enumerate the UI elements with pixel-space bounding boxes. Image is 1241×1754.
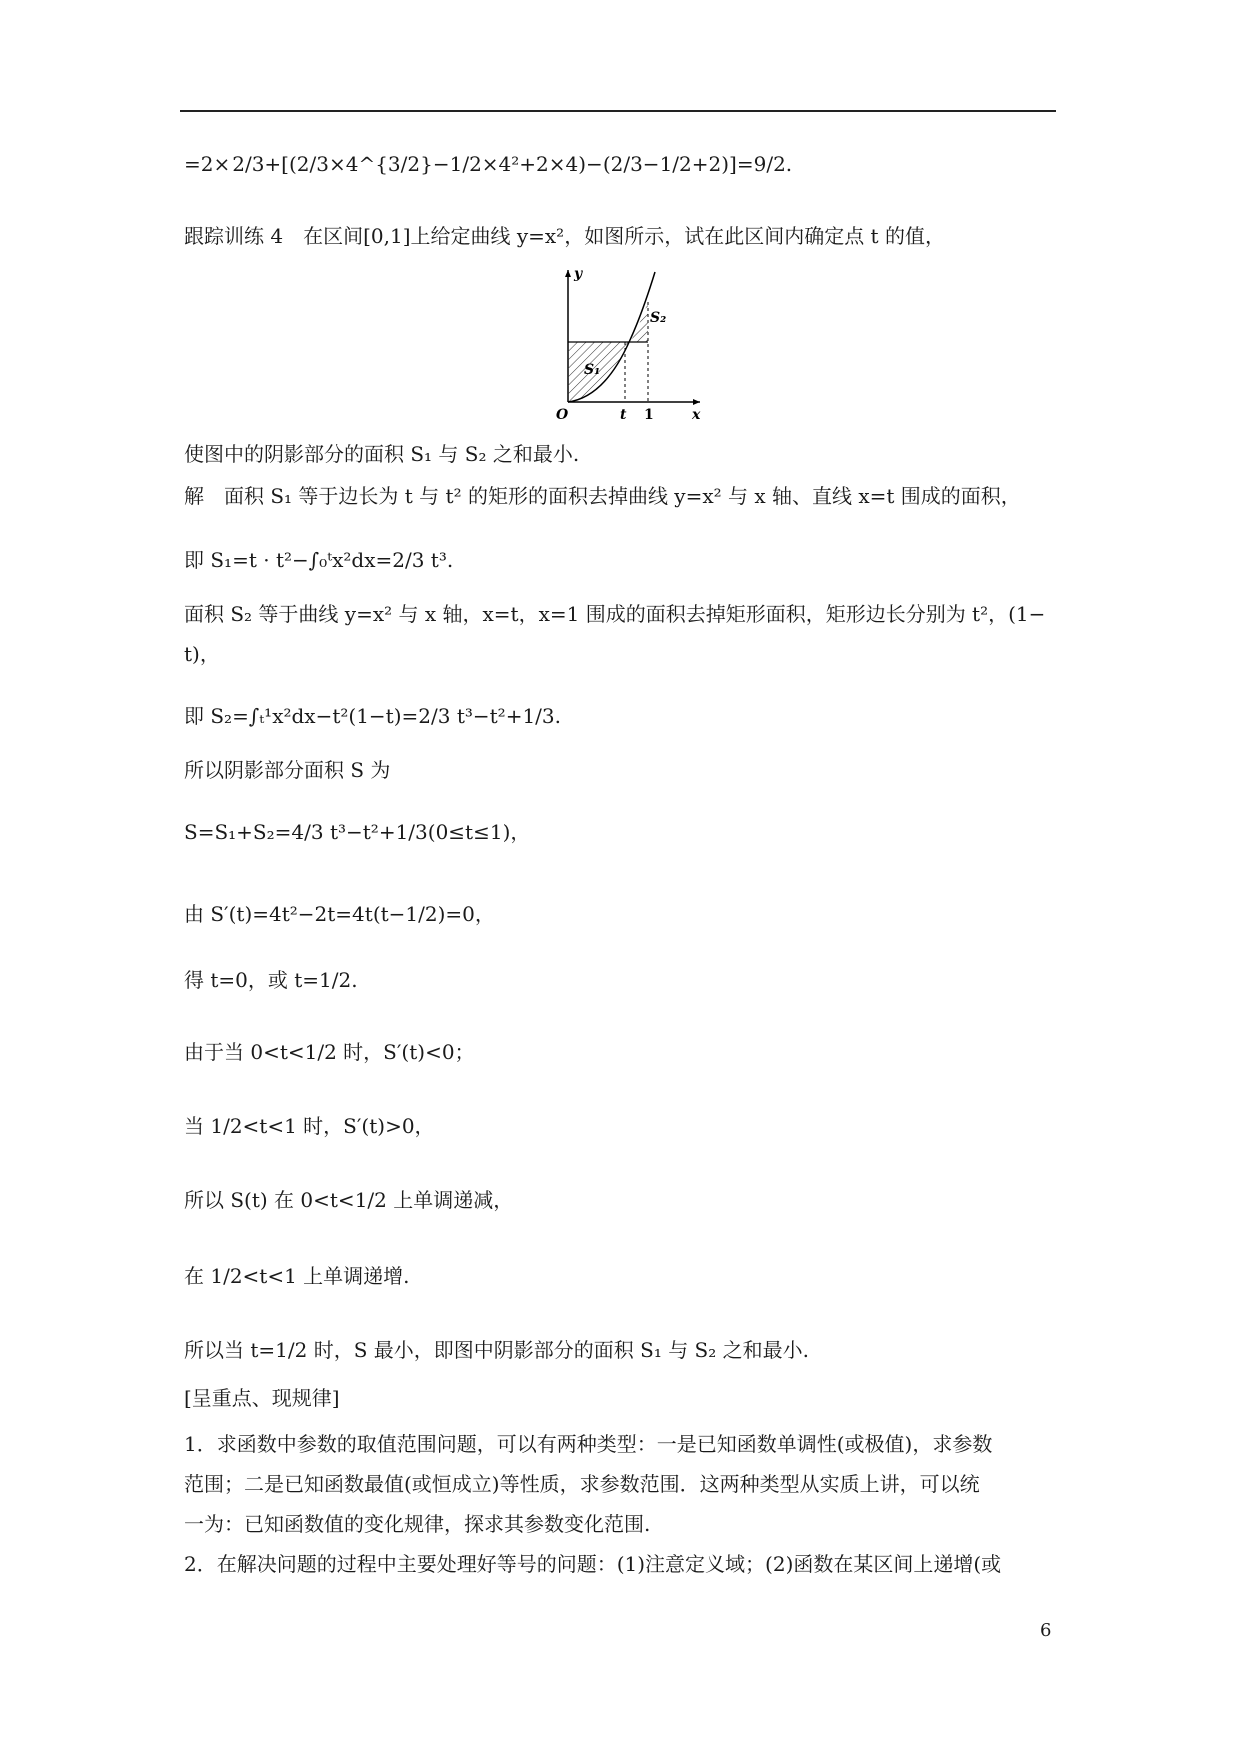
text-line-16: 在 1/2<t<1 上单调递增. [184, 1264, 410, 1288]
text-line-2: 跟踪训练 4 在区间[0,1]上给定曲线 y=x²，如图所示，试在此区间内确定点 t 的值， [184, 224, 945, 248]
text-line-20: 范围；二是已知函数最值(或恒成立)等性质，求参数范围．这两种类型从实质上讲，可以统 [184, 1472, 980, 1496]
text-line-19: 1．求函数中参数的取值范围问题，可以有两种类型：一是已知函数单调性(或极值)，求参数 [184, 1432, 993, 1456]
text-line-6: 面积 S₂ 等于曲线 y=x² 与 x 轴，x=t，x=1 围成的面积去掉矩形面积，矩形边长分别为 t²，(1− [184, 602, 1046, 626]
one-tick-label: 1 [644, 407, 654, 422]
x-axis-label: x [692, 407, 701, 422]
section-heading: [呈重点、现规律] [184, 1386, 340, 1410]
header-rule [180, 110, 1056, 112]
text-line-13: 由于当 0<t<1/2 时，S′(t)<0； [184, 1040, 475, 1064]
text-line-17: 所以当 t=1/2 时，S 最小，即图中阴影部分的面积 S₁ 与 S₂ 之和最小. [184, 1338, 809, 1362]
text-line-8: 即 S₂=∫ₜ¹x²dx−t²(1−t)=2/3 t³−t²+1/3. [184, 704, 561, 728]
text-line-9: 所以阴影部分面积 S 为 [184, 758, 391, 782]
text-line-21: 一为：已知函数值的变化规律，探求其参数变化范围. [184, 1512, 651, 1536]
page-number: 6 [1040, 1620, 1052, 1641]
text-line-15: 所以 S(t) 在 0<t<1/2 上单调递减， [184, 1188, 514, 1212]
y-axis-label: y [574, 266, 583, 282]
text-line-3: 使图中的阴影部分的面积 S₁ 与 S₂ 之和最小. [184, 442, 580, 466]
text-line-22: 2．在解决问题的过程中主要处理好等号的问题：(1)注意定义域；(2)函数在某区间上递增(或 [184, 1552, 1002, 1576]
text-line-4: 解 面积 S₁ 等于边长为 t 与 t² 的矩形的面积去掉曲线 y=x² 与 x 轴、直线 x=t 围成的面积， [184, 484, 1021, 508]
text-line-1: =2× 2/3+[(2/3×4^{3/2}−1/2×4²+2×4)−(2/3−1/2+2)]=9/2. [184, 152, 793, 176]
text-line-12: 得 t=0，或 t=1/2. [184, 968, 358, 992]
text-line-7: t)， [184, 642, 220, 666]
text-line-14: 当 1/2<t<1 时，S′(t)>0， [184, 1114, 435, 1138]
text-line-11: 由 S′(t)=4t²−2t=4t(t−1/2)=0， [184, 902, 495, 926]
s2-label: S₂ [650, 310, 667, 326]
origin-label: O [556, 407, 569, 422]
t-tick-label: t [620, 407, 627, 422]
text-line-5: 即 S₁=t · t²−∫₀ᵗx²dx=2/3 t³. [184, 548, 454, 572]
parabola-figure [530, 262, 710, 422]
text-line-10: S=S₁+S₂=4/3 t³−t²+1/3(0≤t≤1)， [184, 820, 531, 844]
s1-label: S₁ [584, 362, 601, 378]
